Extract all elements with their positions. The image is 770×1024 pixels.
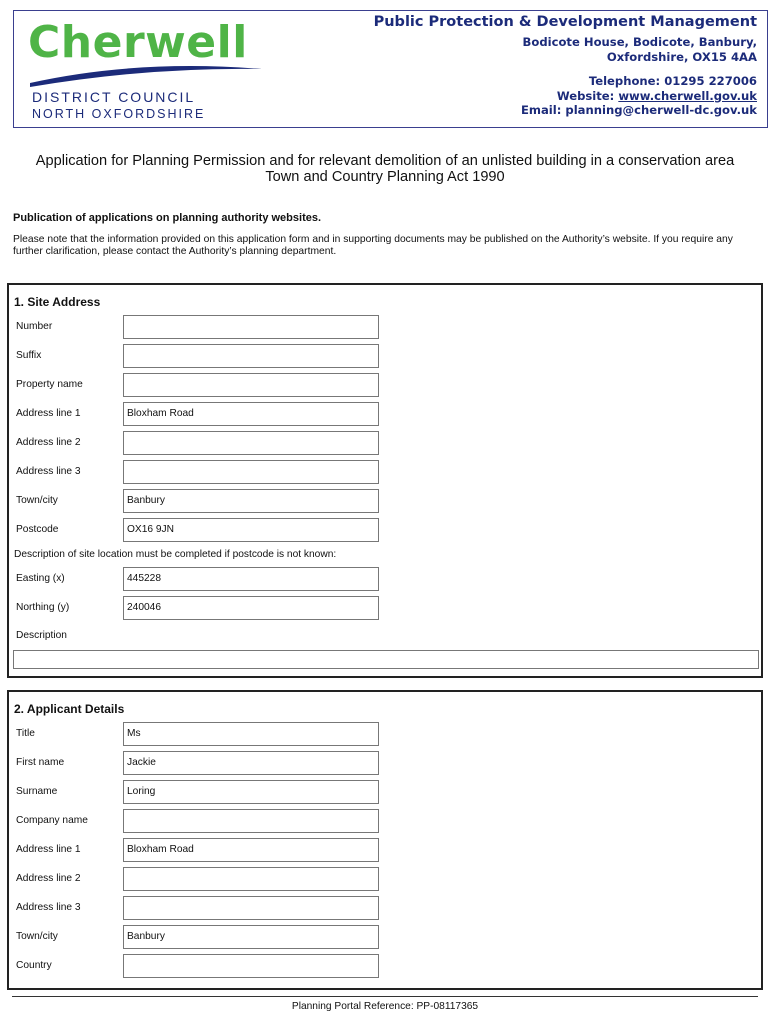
field-row [9,896,761,922]
field-label: First name [16,757,65,768]
field-label: Address line 1 [16,408,81,419]
field-label: Surname [16,786,58,797]
field-row [9,780,761,806]
first-name-field[interactable]: Jackie [123,751,379,775]
letterhead [13,10,768,128]
title-field[interactable]: Ms [123,722,379,746]
field-row [9,867,761,893]
field-row [9,402,761,428]
field-row [9,567,761,593]
town-city-field[interactable]: Banbury [123,489,379,513]
easting-field[interactable]: 445228 [123,567,379,591]
field-label: Address line 3 [16,466,81,477]
contact-block [374,14,757,118]
applicant-address-line2-field[interactable] [123,867,379,891]
field-row [9,489,761,515]
applicant-address-line1-field[interactable]: Bloxham Road [123,838,379,862]
footer-divider [12,996,758,997]
postcode-field[interactable]: OX16 9JN [123,518,379,542]
website-label: Website: [556,88,619,103]
cherwell-logo-text: Cherwell [28,17,248,68]
northing-field[interactable]: 240046 [123,596,379,620]
field-row [9,838,761,864]
publication-heading: Publication of applications on planning authority websites. [13,212,322,224]
applicant-town-city-field[interactable]: Banbury [123,925,379,949]
applicant-address-line3-field[interactable] [123,896,379,920]
field-label: Country [16,960,52,971]
description-field[interactable] [13,650,759,669]
logo-swoosh-icon [28,57,268,87]
field-label: Town/city [16,931,58,942]
field-label: Address line 2 [16,873,81,884]
field-label: Suffix [16,350,42,361]
council-region: NORTH OXFORDSHIRE [32,107,206,121]
field-label: Address line 3 [16,902,81,913]
site-address-section [7,283,763,678]
company-name-field[interactable] [123,809,379,833]
field-row [9,460,761,486]
field-row [9,373,761,399]
section-title: 1. Site Address [14,295,101,309]
form-title-line2: Town and Country Planning Act 1990 [265,169,505,185]
council-name: DISTRICT COUNCIL [32,89,196,105]
portal-reference: Planning Portal Reference: PP-08117365 [291,1001,479,1012]
department-name: Public Protection & Development Management [373,14,757,30]
field-label: Postcode [16,524,59,535]
field-row [9,809,761,835]
property-name-field[interactable] [123,373,379,397]
field-row [9,315,761,341]
country-field[interactable] [123,954,379,978]
field-label: Northing (y) [16,602,70,613]
location-note: Description of site location must be completed if postcode is not known: [14,549,337,560]
field-label: Property name [16,379,83,390]
field-row [9,925,761,951]
field-label: Easting (x) [16,573,65,584]
field-row [9,596,761,622]
applicant-details-section [7,690,763,990]
address-line2-field[interactable] [123,431,379,455]
field-label: Address line 1 [16,844,81,855]
number-field[interactable] [123,315,379,339]
address-line3-field[interactable] [123,460,379,484]
field-row [9,518,761,544]
field-label: Address line 2 [16,437,81,448]
field-row [9,751,761,777]
field-label: Company name [16,815,88,826]
field-label: Number [16,321,53,332]
surname-field[interactable]: Loring [123,780,379,804]
section-title: 2. Applicant Details [14,702,125,716]
suffix-field[interactable] [123,344,379,368]
telephone: Telephone: 01295 227006 [588,74,757,88]
field-label: Town/city [16,495,58,506]
field-row [9,431,761,457]
form-title-line1: Application for Planning Permission and for relevant demolition of an unlisted building in a conservation area [35,153,735,169]
address-line1-field[interactable]: Bloxham Road [123,402,379,426]
address-line2: Oxfordshire, OX15 4AA [606,49,757,64]
email-line[interactable]: Email: planning@cherwell-dc.gov.uk [520,103,757,117]
field-row [9,344,761,370]
description-label: Description [16,630,67,641]
field-row [9,954,761,980]
website-line [374,89,757,104]
field-row [9,722,761,748]
form-title [0,153,770,185]
field-label: Title [16,728,35,739]
website-link[interactable]: www.cherwell.gov.uk [618,88,757,103]
publication-notice: Please note that the information provided on this application form and in supporting documents may be published on the Authority’s website. If you require any further clarification, please contact the Authority’s planning department. [13,234,733,257]
address-line1: Bodicote House, Bodicote, Banbury, [522,35,757,49]
